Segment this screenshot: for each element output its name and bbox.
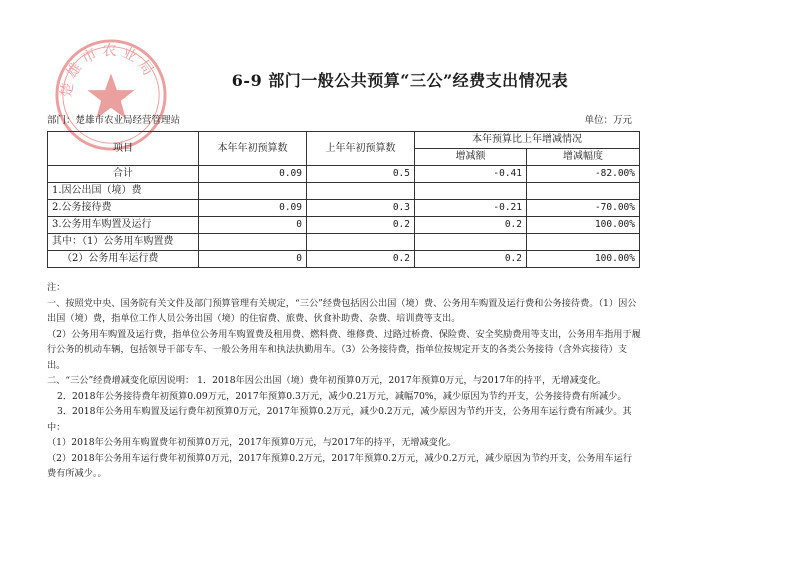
cell-rate [527,234,640,251]
expense-table [47,131,640,268]
cell-last-year: 0.3 [307,200,415,217]
cell-last-year: 0.2 [307,217,415,234]
cell-change: 0.2 [415,217,527,234]
cell-rate: -82.00% [527,166,640,183]
cell-last-year [307,183,415,200]
table-row [48,217,640,234]
cell-this-year: 0 [199,217,307,234]
note-paragraph: 2．2018年公务接待费年初预算0.09万元，2017年预算0.3万元，减少0.21万元，减幅70%，减少原因为节约开支，公务接待费有所减少。 [57,390,627,402]
row-item: （2）公务用车运行费 [48,251,199,268]
page-title: 6-9 部门一般公共预算“三公”经费支出情况表 [231,71,569,90]
table-row [48,166,640,183]
note-paragraph: 一、按照党中央、国务院有关文件及部门预算管理有关规定，“三公”经费包括因公出国（境）费、公务用车购置及运行费和公务接待费。（1）因公出国（境）费，指单位工作人员公务出国（境）的住宿费、旅费、伙食补助费、杂费、培训费等支出。 [47,297,637,324]
note-paragraph: （2）公务用车购置及运行费，指单位公务用车购置费及租用费、燃料费、维修费、过路过桥费、保险费、安全奖励费用等支出，公务用车指用于履行公务的机动车辆，包括领导干部专车、一般公务用车和执法执勤用车。（3）公务接待费，指单位按规定开支的各类公务接待（含外宾接待）支出。 [47,328,641,371]
cell-rate: 100.00% [527,217,640,234]
cell-change: -0.21 [415,200,527,217]
header-change-rate: 增减幅度 [527,149,640,166]
cell-this-year: 0.09 [199,200,307,217]
cell-last-year: 0.2 [307,251,415,268]
row-item: 1.因公出国（境）费 [48,183,199,200]
header-budget-this-year: 本年年初预算数 [199,132,307,166]
cell-last-year: 0.5 [307,166,415,183]
header-item: 项目 [48,132,199,166]
cell-rate: -70.00% [527,200,640,217]
header-compare-group: 本年预算比上年增减情况 [415,132,640,149]
cell-this-year: 0 [199,251,307,268]
seal-text: 楚雄市农业局 [57,42,160,99]
unit-label: 单位：万元 [584,115,632,126]
cell-rate: 100.00% [527,251,640,268]
department-label: 部门：楚雄市农业局经营管理站 [47,115,181,126]
cell-last-year [307,234,415,251]
table-row [48,183,640,200]
table-row [48,234,640,251]
table-row [48,251,640,268]
cell-this-year [199,234,307,251]
table-row [48,200,640,217]
cell-change [415,234,527,251]
cell-this-year: 0.09 [199,166,307,183]
cell-rate [527,183,640,200]
note-heading: 注： [47,282,66,293]
cell-this-year [199,183,307,200]
notes-section [47,280,641,482]
cell-change: 0.2 [415,251,527,268]
row-item: 其中：（1）公务用车购置费 [48,234,199,251]
cell-change: -0.41 [415,166,527,183]
note-paragraph: （1）2018年公务用车购置费年初预算0万元，2017年预算0万元，与2017年的持平，无增减变化。 [47,437,457,448]
row-item: 2.公务接待费 [48,200,199,217]
header-budget-last-year: 上年年初预算数 [307,132,415,166]
note-paragraph: 二、“三公”经费增减变化原因说明： 1．2018年因公出国（境）费年初预算0万元，2017年预算0万元，与2017年的持平，无增减变化。 [47,375,607,386]
row-item: 合计 [48,166,199,183]
cell-change [415,183,527,200]
row-item: 3.公务用车购置及运行 [48,217,199,234]
note-paragraph: 3．2018年公务用车购置及运行费年初预算0万元，2017年预算0.2万元，减少0.2万元，减少原因为节约开支，公务用车运行费有所减少。其中： [47,406,632,433]
note-paragraph: （2）2018年公务用车运行费年初预算0万元，2017年预算0.2万元，2017年预算0.2万元，减少0.2万元，减少原因为节约开支，公务用车运行费有所减少。。 [47,452,633,479]
table-header-row [48,132,640,149]
header-change-amount: 增减额 [415,149,527,166]
